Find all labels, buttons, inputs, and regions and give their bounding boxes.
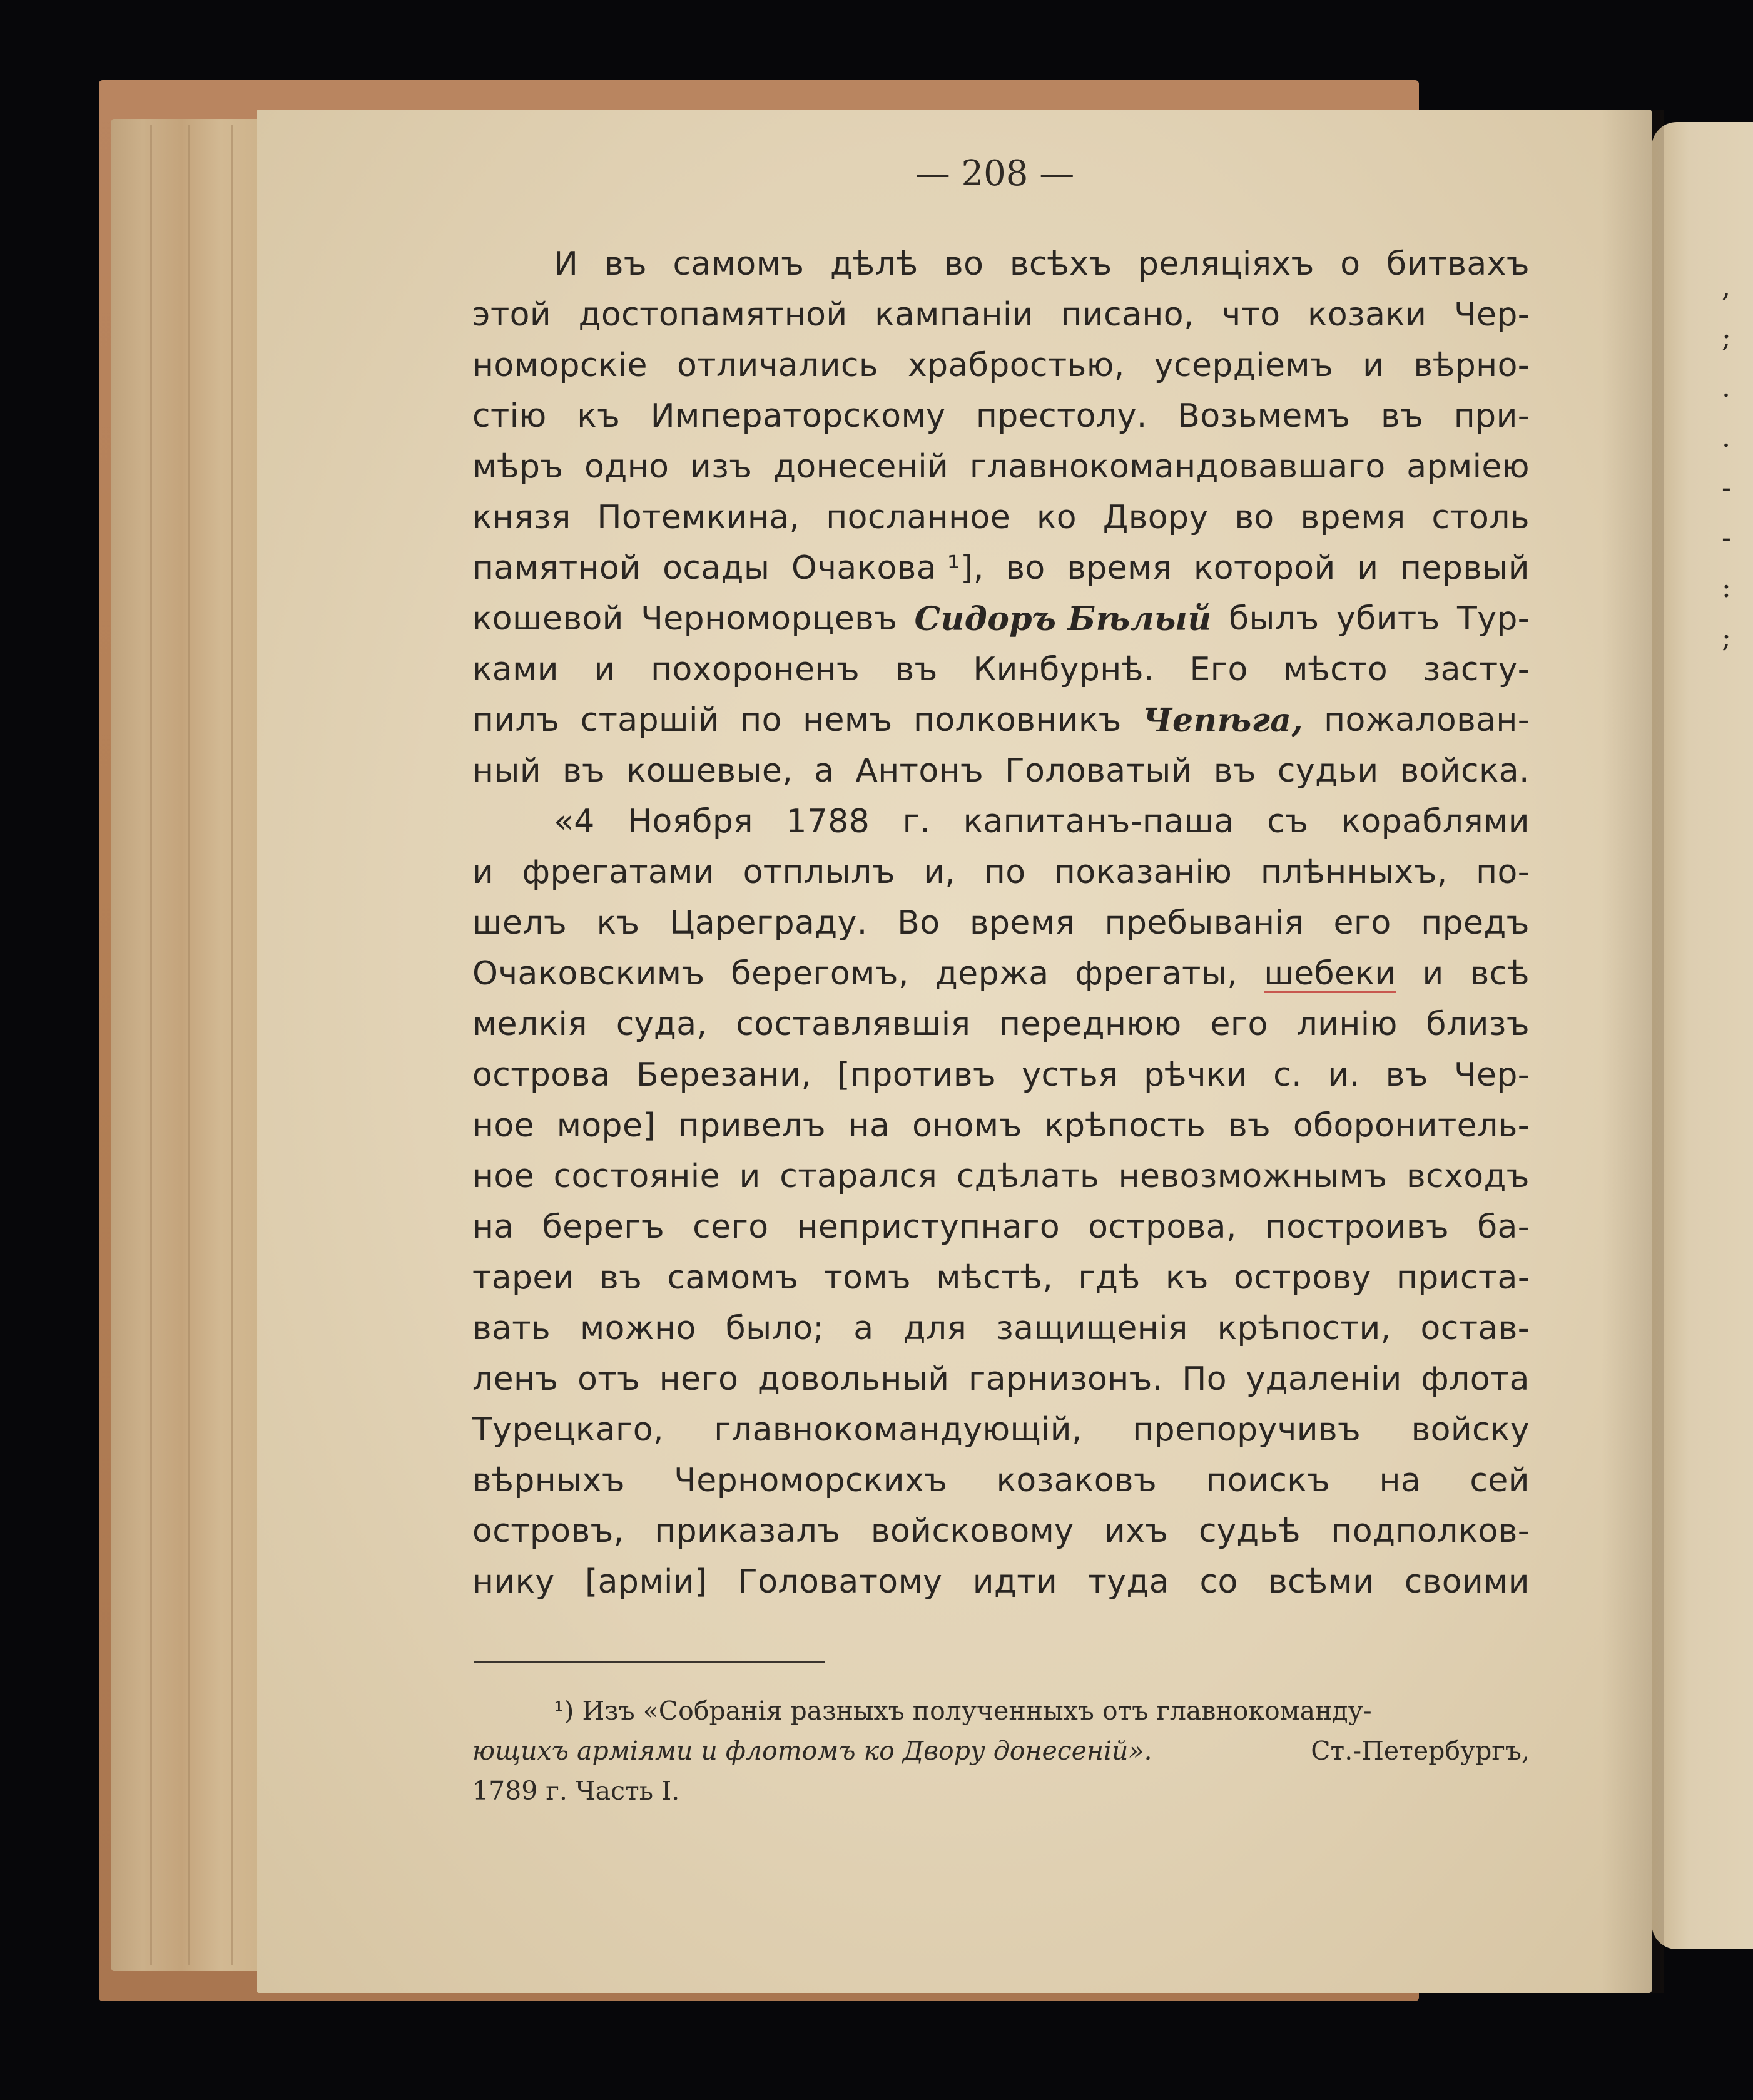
word: невозможнымъ — [1118, 1158, 1388, 1195]
word: на — [472, 1208, 514, 1246]
word: Его — [1189, 651, 1248, 688]
footnote-line-2-italic: ющихъ арміями и флотомъ ко Двору донесеній». — [472, 1736, 1152, 1766]
word: острова — [472, 1056, 611, 1094]
word: Кинбурнѣ. — [973, 651, 1154, 688]
word: Цареграду. — [669, 904, 868, 942]
word: Березани, — [636, 1056, 812, 1094]
footnote-line-3: 1789 г. Часть I. — [472, 1776, 680, 1806]
word: козаки — [1308, 296, 1427, 334]
text-line — [472, 391, 1530, 442]
word: крѣпость — [1044, 1107, 1206, 1144]
word: остав- — [1420, 1310, 1530, 1347]
word: его — [1333, 904, 1391, 942]
word: время — [1067, 549, 1172, 587]
word: и — [1357, 549, 1379, 587]
word: держа — [935, 955, 1049, 992]
word: въ — [562, 752, 606, 790]
word: одно — [584, 448, 669, 486]
word: Черноморцевъ — [641, 600, 898, 638]
word: Чер- — [1453, 296, 1530, 334]
word: Двору — [1102, 499, 1209, 536]
word: реляціяхъ — [1138, 245, 1314, 283]
word: стію — [472, 397, 547, 435]
text-line — [472, 1405, 1530, 1455]
word: По — [1182, 1360, 1227, 1398]
text-line — [472, 594, 1530, 645]
word: фрегатами — [522, 854, 715, 891]
text-line — [472, 1050, 1530, 1101]
word: о — [1340, 245, 1361, 283]
word: Ноября — [628, 803, 753, 840]
word: номорскіе — [472, 347, 648, 384]
word: Во — [897, 904, 940, 942]
text-line — [472, 695, 1530, 746]
word: сдѣлать — [956, 1158, 1100, 1195]
word: Тур- — [1457, 600, 1530, 638]
opposite-page-mark: - — [1722, 472, 1731, 504]
word: старшій — [580, 701, 720, 739]
text-line — [472, 999, 1530, 1050]
word: пребыванія — [1104, 904, 1304, 942]
word: достопамятной — [578, 296, 848, 334]
word: ленъ — [472, 1360, 559, 1398]
word: время — [1300, 499, 1406, 536]
word: и — [1363, 347, 1385, 384]
word: къ — [596, 904, 640, 942]
word: Очаковскимъ — [472, 955, 705, 992]
text-line — [472, 1303, 1530, 1354]
word: его — [1210, 1006, 1268, 1043]
word: Очакова ¹], — [791, 549, 984, 587]
opposite-page-mark: : — [1722, 572, 1731, 604]
word: было; — [725, 1310, 825, 1347]
word: всѣми — [1268, 1563, 1374, 1601]
word: битвахъ — [1386, 245, 1530, 283]
word: суда, — [616, 1006, 708, 1043]
word: козаковъ — [996, 1462, 1157, 1499]
word: ихъ — [1104, 1512, 1169, 1550]
word: [противъ — [837, 1056, 997, 1094]
word: войсковому — [870, 1512, 1074, 1550]
word: донесеній — [773, 448, 949, 486]
word: въ — [1227, 1107, 1271, 1144]
word: къ — [1165, 1259, 1209, 1297]
word: по- — [1476, 854, 1530, 891]
opposite-page-mark: ; — [1722, 622, 1731, 654]
opposite-page-marks — [1722, 263, 1740, 670]
word: препоручивъ — [1132, 1411, 1361, 1449]
word: этой — [472, 296, 552, 334]
word: писано, — [1060, 296, 1194, 334]
word: судьѣ — [1199, 1512, 1301, 1550]
word: памятной — [472, 549, 641, 587]
word: первый — [1400, 549, 1530, 587]
word: сей — [1470, 1462, 1530, 1499]
word: вать — [472, 1310, 551, 1347]
page-number: — 208 — — [915, 153, 1075, 194]
word: во — [944, 245, 984, 283]
word: отплылъ — [743, 854, 895, 891]
word: князя — [472, 499, 571, 536]
word: Головатый — [1005, 752, 1192, 790]
footnote-line-2-rest: Ст.-Петербургъ, — [1311, 1736, 1530, 1766]
word: кораблями — [1341, 803, 1530, 840]
word: ное — [472, 1107, 535, 1144]
text-line — [472, 492, 1530, 543]
word: фрегаты, — [1075, 955, 1238, 992]
word: составлявшія — [736, 1006, 971, 1043]
word: сего — [693, 1208, 769, 1246]
word: отъ — [577, 1360, 641, 1398]
word: близъ — [1426, 1006, 1530, 1043]
text-line — [472, 847, 1530, 898]
word: засту- — [1423, 651, 1530, 688]
word: въ — [895, 651, 938, 688]
word: Черноморскихъ — [674, 1462, 948, 1499]
word: подполков- — [1331, 1512, 1530, 1550]
word: берегъ — [542, 1208, 665, 1246]
text-line — [472, 1455, 1530, 1506]
word: столь — [1431, 499, 1530, 536]
word: во — [1005, 549, 1045, 587]
word: довольный — [757, 1360, 950, 1398]
word: время — [969, 904, 1075, 942]
word: мелкія — [472, 1006, 587, 1043]
footnote-line — [472, 1731, 1530, 1771]
word: въ — [1381, 397, 1424, 435]
text-line — [472, 239, 1530, 290]
word: всѣхъ — [1009, 245, 1112, 283]
word: построивъ — [1264, 1208, 1450, 1246]
text-line — [472, 1151, 1530, 1202]
footnote-line — [472, 1771, 1530, 1811]
word: «4 — [554, 803, 595, 840]
word: судьи — [1277, 752, 1379, 790]
opposite-page-mark: . — [1722, 372, 1730, 404]
word: и — [594, 651, 616, 688]
word: былъ — [1228, 600, 1319, 638]
word: привелъ — [678, 1107, 826, 1144]
word: гдѣ — [1078, 1259, 1141, 1297]
word: къ — [577, 397, 621, 435]
word: арміею — [1406, 448, 1530, 486]
word: ко — [1036, 499, 1077, 536]
word: мѣръ — [472, 448, 564, 486]
word: неприступнаго — [796, 1208, 1060, 1246]
word: островъ, — [472, 1512, 624, 1550]
word: съ — [1267, 803, 1309, 840]
word: кошевые, — [626, 752, 793, 790]
page-edge-line — [188, 125, 190, 1965]
word: кошевой — [472, 600, 624, 638]
word: тареи — [472, 1259, 574, 1297]
word: поискъ — [1206, 1462, 1331, 1499]
word: туда — [1087, 1563, 1170, 1601]
word: нику — [472, 1563, 555, 1601]
word: кампаніи — [875, 296, 1034, 334]
text-line — [472, 1202, 1530, 1253]
word: главнокомандующій, — [714, 1411, 1082, 1449]
word: войска. — [1400, 752, 1530, 790]
word: острову — [1233, 1259, 1371, 1297]
footnote-line — [472, 1691, 1530, 1731]
text-line — [472, 797, 1530, 847]
word: а — [853, 1310, 874, 1347]
word: с. — [1273, 1056, 1303, 1094]
footnote-separator — [474, 1661, 825, 1663]
word: по — [740, 701, 782, 739]
word: приказалъ — [654, 1512, 841, 1550]
opposite-page-mark: ; — [1722, 322, 1731, 354]
word: показанію — [1054, 854, 1232, 891]
word: на — [848, 1107, 890, 1144]
word: 1788 — [786, 803, 870, 840]
word: Турецкаго, — [472, 1411, 664, 1449]
word: море] — [556, 1107, 656, 1144]
word: самомъ — [667, 1259, 799, 1297]
word: Чер- — [1453, 1056, 1530, 1094]
word: удаленіи — [1246, 1360, 1402, 1398]
word: флота — [1421, 1360, 1530, 1398]
word: и, — [923, 854, 956, 891]
word: войску — [1411, 1411, 1530, 1449]
text-line — [472, 898, 1530, 949]
word: всходъ — [1406, 1158, 1530, 1195]
word: Антонъ — [855, 752, 984, 790]
word: со — [1199, 1563, 1238, 1601]
word: Сидоръ Бѣлый — [914, 600, 1212, 638]
word: плѣнныхъ, — [1260, 854, 1448, 891]
spine-shadow — [1602, 110, 1664, 1993]
word: капитанъ-паша — [963, 803, 1234, 840]
word: и — [739, 1158, 761, 1195]
text-line — [472, 290, 1530, 340]
word: можно — [580, 1310, 696, 1347]
word: а — [814, 752, 835, 790]
word: мѣстѣ, — [936, 1259, 1054, 1297]
text-line — [472, 543, 1530, 594]
word: берегомъ, — [731, 955, 909, 992]
word: Возьмемъ — [1177, 397, 1351, 435]
word: пожалован- — [1324, 701, 1530, 739]
word: и — [472, 854, 494, 891]
word: и — [1422, 955, 1444, 992]
page-edge-line — [150, 125, 152, 1965]
text-line — [472, 1354, 1530, 1405]
word: оборонитель- — [1293, 1107, 1530, 1144]
page-block-edges — [111, 119, 268, 1971]
word: Чепѣга, — [1142, 701, 1303, 740]
word: шебеки — [1264, 955, 1396, 992]
word: [арміи] — [584, 1563, 708, 1601]
opposite-page-mark: - — [1722, 522, 1731, 554]
word: усердіемъ — [1154, 347, 1334, 384]
word: посланное — [826, 499, 1011, 536]
word: своими — [1404, 1563, 1530, 1601]
word: что — [1221, 296, 1281, 334]
word: рѣчки — [1144, 1056, 1247, 1094]
word: въ — [599, 1259, 643, 1297]
word: вѣрно- — [1413, 347, 1530, 384]
word: идти — [972, 1563, 1058, 1601]
word: престолу. — [975, 397, 1147, 435]
word: осады — [663, 549, 770, 587]
word: въ — [1213, 752, 1256, 790]
word: Императорскому — [650, 397, 946, 435]
word: въ — [1385, 1056, 1428, 1094]
word: во — [1234, 499, 1274, 536]
word: Потемкина, — [597, 499, 800, 536]
word: ономъ — [912, 1107, 1022, 1144]
footnote-line-1: ¹) Изъ «Собранія разныхъ полученныхъ отъ главнокоманду- — [554, 1696, 1372, 1726]
word: дѣлѣ — [830, 245, 918, 283]
text-line — [472, 1253, 1530, 1303]
page-body-text — [472, 239, 1530, 1608]
text-line — [472, 949, 1530, 999]
word: предъ — [1421, 904, 1530, 942]
word: мѣсто — [1283, 651, 1388, 688]
word: устья — [1022, 1056, 1118, 1094]
word: которой — [1193, 549, 1336, 587]
word: для — [903, 1310, 967, 1347]
word: убитъ — [1336, 600, 1440, 638]
text-line — [472, 1506, 1530, 1557]
word: всѣ — [1470, 955, 1530, 992]
opposite-page-mark: , — [1722, 272, 1730, 303]
word: на — [1379, 1462, 1421, 1499]
word: линію — [1296, 1006, 1398, 1043]
word: состояніе — [553, 1158, 720, 1195]
word: переднюю — [999, 1006, 1182, 1043]
word: шелъ — [472, 904, 567, 942]
word: приста- — [1396, 1259, 1530, 1297]
word: ба- — [1477, 1208, 1530, 1246]
word: по — [983, 854, 1026, 891]
word: ками — [472, 651, 559, 688]
word: томъ — [823, 1259, 912, 1297]
word: самомъ — [673, 245, 805, 283]
word: крѣпости, — [1217, 1310, 1391, 1347]
text-line — [472, 340, 1530, 391]
word: Головатому — [738, 1563, 943, 1601]
word: острова, — [1088, 1208, 1237, 1246]
word: ное — [472, 1158, 535, 1195]
word: вѣрныхъ — [472, 1462, 625, 1499]
word: похороненъ — [651, 651, 860, 688]
text-line — [472, 746, 1530, 797]
word: и. — [1328, 1056, 1360, 1094]
word: въ — [604, 245, 647, 283]
word: изъ — [690, 448, 753, 486]
word: главнокомандовавшаго — [969, 448, 1386, 486]
word: И — [554, 245, 579, 283]
word: отличались — [676, 347, 878, 384]
word: при- — [1453, 397, 1530, 435]
word: него — [659, 1360, 739, 1398]
word: старался — [780, 1158, 938, 1195]
text-line — [472, 645, 1530, 695]
word: гарнизонъ. — [968, 1360, 1163, 1398]
opposite-page-mark: . — [1722, 422, 1730, 454]
page-edge-line — [231, 125, 233, 1965]
word: защищенія — [996, 1310, 1188, 1347]
text-line — [472, 442, 1530, 492]
word: полковникъ — [913, 701, 1122, 739]
word: г. — [902, 803, 931, 840]
text-line — [472, 1557, 1530, 1608]
word: пилъ — [472, 701, 560, 739]
text-line — [472, 1101, 1530, 1151]
word: ный — [472, 752, 542, 790]
word: немъ — [803, 701, 893, 739]
footnote — [472, 1691, 1530, 1811]
word: храбростью, — [907, 347, 1125, 384]
